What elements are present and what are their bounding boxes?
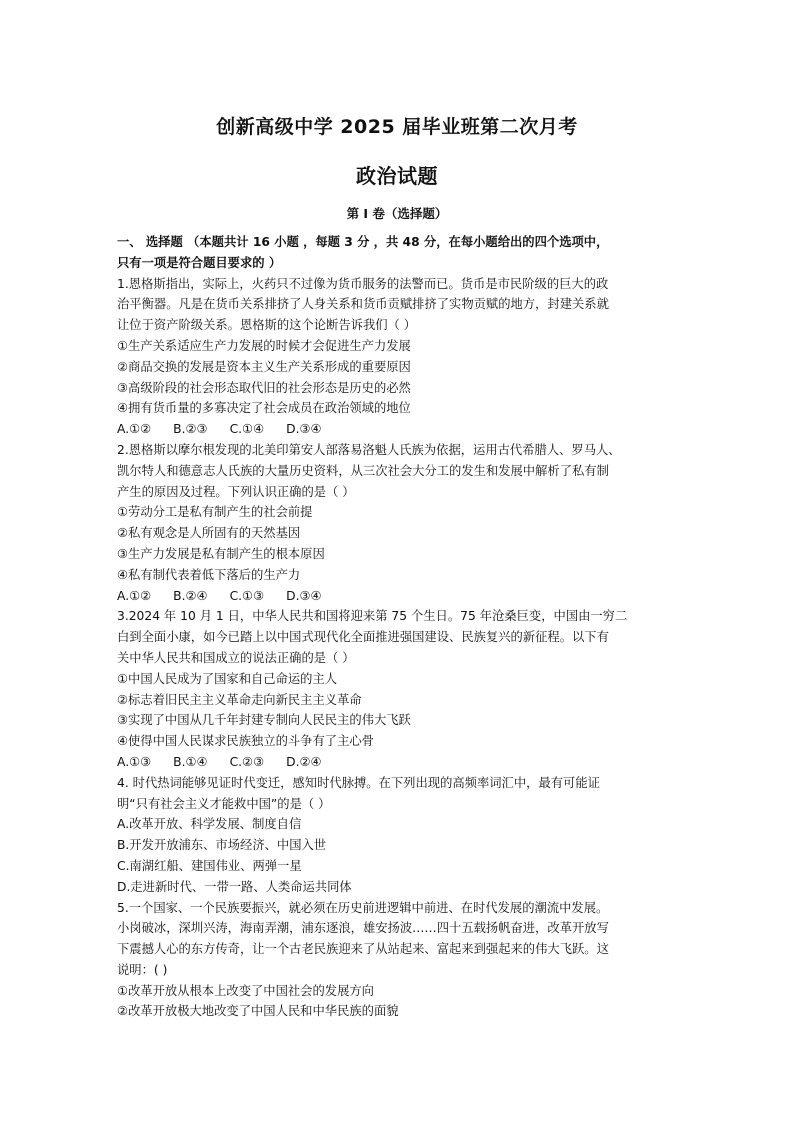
- statement: ④拥有货币量的多寡决定了社会成员在政治领域的地位: [117, 401, 411, 416]
- question-stem-line: 明“只有社会主义才能救中国”的是（ ）: [117, 796, 331, 811]
- choice-b: B.②④: [173, 588, 208, 603]
- instructions-line: 一、 选择题 （本题共计 16 小题 ，每题 3 分 ，共 48 分，在每小题给出的四个选项中，: [117, 235, 609, 249]
- statement: ②标志着旧民主主义革命走向新民主主义革命: [117, 692, 362, 707]
- option-a: A.改革开放、科学发展、制度自信: [117, 817, 302, 832]
- option-b: B.开发开放浦东、市场经济、中国入世: [117, 838, 327, 853]
- option-d: D.走进新时代、一带一路、人类命运共同体: [117, 879, 352, 894]
- choice-d: D.③④: [286, 588, 322, 603]
- statement: ①改革开放从根本上改变了中国社会的发展方向: [117, 983, 374, 998]
- question-stem-line: 下震撼人心的东方传奇，让一个古老民族迎来了从站起来、富起来到强起来的伟大飞跃。这: [117, 942, 609, 957]
- instructions-line: 只有一项是符合题目要求的 ）: [117, 255, 282, 270]
- option-c: C.南湖红船、建国伟业、两弹一星: [117, 858, 302, 873]
- choice-c: C.①④: [229, 422, 265, 437]
- question-stem-line: 治平衡器。凡是在货币关系排挤了人身关系和货币贡赋排挤了实物贡赋的地方，封建关系就: [117, 297, 609, 312]
- choice-b: B.②③: [173, 422, 208, 437]
- exam-title: 创新高级中学 2025 届毕业班第二次月考: [216, 116, 578, 138]
- statement: ④使得中国人民谋求民族独立的斗争有了主心骨: [117, 734, 374, 749]
- statement: ③生产力发展是私有制产生的根本原因: [117, 546, 325, 561]
- statement: ①劳动分工是私有制产生的社会前提: [117, 505, 313, 520]
- question-stem-line: 1.恩格斯指出，实际上，火药只不过像为货币服务的法警而已。货币是市民阶级的巨大的政: [117, 276, 609, 291]
- question-2: [117, 440, 687, 606]
- part-heading: 第 I 卷（选择题）: [346, 206, 448, 221]
- question-stem-line: 2.恩格斯以摩尔根发现的北美印第安人部落易洛魁人氏族为依据，运用古代希腊人、罗马人、: [117, 442, 621, 457]
- choice-c: C.②③: [229, 754, 265, 769]
- statement: ③高级阶段的社会形态取代旧的社会形态是历史的必然: [117, 380, 411, 395]
- question-stem-line: 产生的原因及过程。下列认识正确的是（ ）: [117, 484, 355, 499]
- question-stem-line: 4. 时代热词能够见证时代变迁，感知时代脉搏。在下列出现的高频率词汇中，最有可能证: [117, 775, 600, 790]
- question-stem-line: 白到全面小康，如今已踏上以中国式现代化全面推进强国建设、民族复兴的新征程。以下有: [117, 630, 609, 645]
- answer-choices: [117, 752, 687, 773]
- choice-b: B.①④: [173, 754, 208, 769]
- statement: ③实现了中国从几千年封建专制向人民民主的伟大飞跃: [117, 713, 411, 728]
- question-1: [117, 274, 687, 440]
- question-5: [117, 898, 687, 1023]
- subject-title: 政治试题: [356, 164, 438, 188]
- question-4: [117, 773, 687, 898]
- question-area: [117, 232, 687, 1022]
- question-stem-line: 5.一个国家、一个民族要振兴，就必须在历史前进逻辑中前进、在时代发展的潮流中发展。: [117, 900, 609, 915]
- choice-d: D.③④: [286, 422, 322, 437]
- question-stem-line: 关中华人民共和国成立的说法正确的是（ ）: [117, 650, 355, 665]
- question-stem-line: 小岗破冰，深圳兴涛，海南弄潮，浦东逐浪，雄安扬波……四十五载扬帆奋进，改革开放写: [117, 921, 609, 936]
- statement: ②私有观念是人所固有的天然基因: [117, 526, 301, 541]
- statement: ②商品交换的发展是资本主义生产关系形成的重要原因: [117, 359, 411, 374]
- statement: ②改革开放极大地改变了中国人民和中华民族的面貌: [117, 1004, 399, 1019]
- question-stem-line: 说明：( ): [117, 962, 168, 977]
- choice-d: D.②④: [286, 754, 322, 769]
- answer-choices: [117, 419, 687, 440]
- statement: ④私有制代表着低下落后的生产力: [117, 567, 301, 582]
- choice-c: C.①③: [229, 588, 265, 603]
- question-stem-line: 凯尔特人和德意志人氏族的大量历史资料，从三次社会大分工的发生和发展中解析了私有制: [117, 463, 609, 478]
- choice-a: A.①②: [117, 588, 152, 603]
- statement: ①生产关系适应生产力发展的时候才会促进生产力发展: [117, 338, 411, 353]
- choice-a: A.①③: [117, 754, 152, 769]
- question-3: [117, 606, 687, 772]
- answer-choices: [117, 586, 687, 607]
- question-stem-line: 让位于资产阶级关系。恩格斯的这个论断告诉我们（ ）: [117, 318, 417, 333]
- question-stem-line: 3.2024 年 10 月 1 日，中华人民共和国将迎来第 75 个生日。75 年沧桑巨变，中国由一穷二: [117, 609, 628, 624]
- choice-a: A.①②: [117, 422, 152, 437]
- statement: ①中国人民成为了国家和自己命运的主人: [117, 671, 338, 686]
